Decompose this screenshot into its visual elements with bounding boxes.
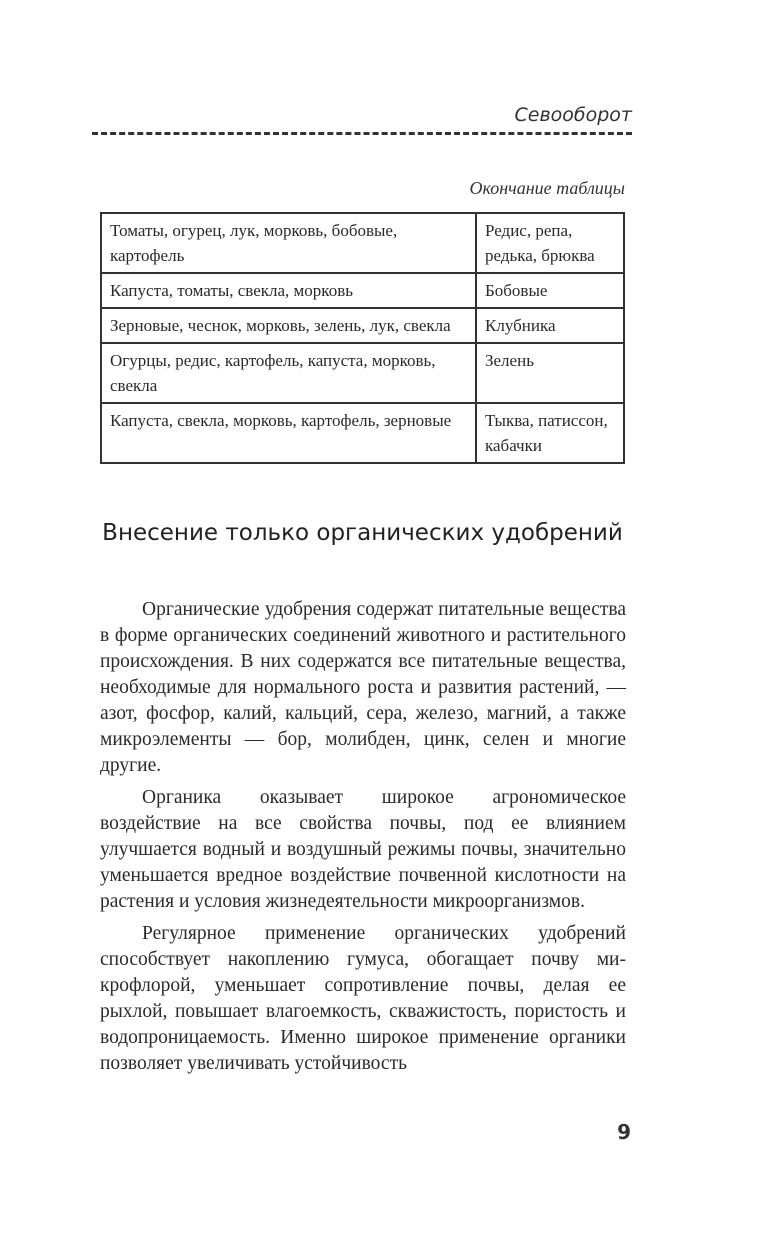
section-title: Внесение только органических удобрений bbox=[102, 520, 623, 546]
table-caption: Окончание таблицы bbox=[469, 178, 625, 198]
header-dashed-rule bbox=[92, 132, 632, 135]
crop-cell: Бобовые bbox=[476, 273, 624, 308]
table-row bbox=[101, 273, 624, 308]
crop-cell: Клубника bbox=[476, 308, 624, 343]
table-row bbox=[101, 343, 624, 403]
predecessors-cell: Капуста, свекла, морковь, картофель, зерновые bbox=[101, 403, 476, 463]
table-row bbox=[101, 308, 624, 343]
page-number: 9 bbox=[617, 1120, 631, 1144]
running-head: Севооборот bbox=[514, 104, 632, 126]
body-text bbox=[100, 597, 626, 1083]
table-row bbox=[101, 403, 624, 463]
predecessors-cell: Томаты, огурец, лук, морковь, бобовые, картофель bbox=[101, 213, 476, 273]
predecessors-cell: Зерновые, чеснок, морковь, зелень, лук, свекла bbox=[101, 308, 476, 343]
paragraph: Органика оказывает широкое агрономическое воздействие на все свойства почвы, под ее влиянием улучшается водный и воздушный режимы почвы, значительно уменьшается вредное воздействие почвенной кислотности на растения и условия жизнедеятельности микроорганизмов. bbox=[100, 787, 626, 912]
crop-rotation-table bbox=[100, 212, 625, 464]
table-row bbox=[101, 213, 624, 273]
predecessors-cell: Огурцы, редис, картофель, капуста, морковь, свекла bbox=[101, 343, 476, 403]
crop-cell: Редис, репа, редька, брюква bbox=[476, 213, 624, 273]
paragraph: Регулярное применение органических удобрений способствует накоплению гумуса, обогащает почву микрофлорой, уменьшает сопротивление почвы, делая ее рыхлой, повышает влагоемкость, скважистость, пористость и водопроницаемость. Именно широкое применение органики позволяет увеличивать устойчивость bbox=[100, 923, 626, 1074]
crop-cell: Тыква, патиссон, кабачки bbox=[476, 403, 624, 463]
predecessors-cell: Капуста, томаты, свекла, морковь bbox=[101, 273, 476, 308]
paragraph: Органические удобрения содержат питательные вещества в форме органических соединений животного и растительного происхождения. В них содержатся все питательные вещества, необходимые для нормального роста и развития растений, — азот, фосфор, калий, кальций, сера, железо, магний, а также микроэлементы — бор, молибден, цинк, селен и многие другие. bbox=[100, 599, 626, 776]
crop-cell: Зелень bbox=[476, 343, 624, 403]
